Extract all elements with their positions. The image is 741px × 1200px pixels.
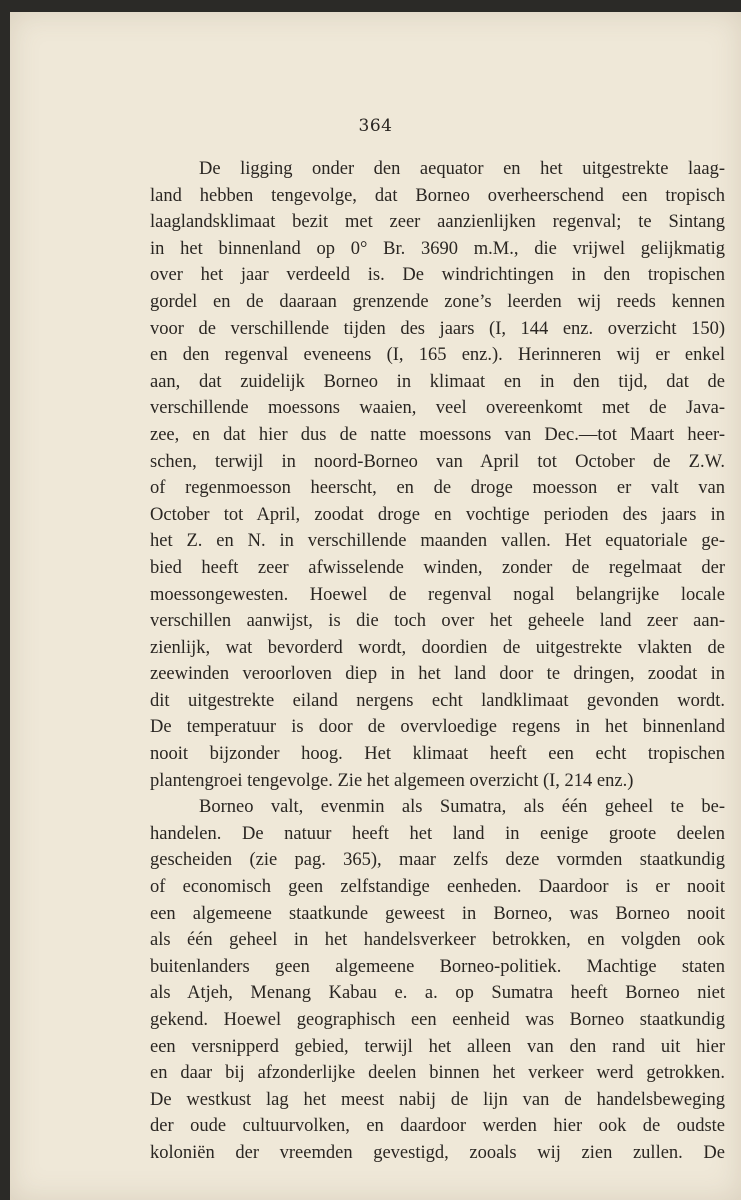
text-line: De westkust lag het meest nabij de lijn van de handelsbeweging: [150, 1089, 725, 1110]
page-number: 364: [358, 116, 393, 136]
text-line: als Atjeh, Menang Kabau e. a. op Sumatra heeft Borneo niet: [150, 983, 725, 1004]
text-line: plantengroei tengevolge. Zie het algemeen overzicht (I, 214 enz.): [150, 770, 634, 791]
text-line: aan, dat zuidelijk Borneo in klimaat en in den tijd, dat de: [150, 371, 725, 392]
text-line: voor de verschillende tijden des jaars (I, 144 enz. overzicht 150): [150, 318, 725, 339]
text-line: land hebben tengevolge, dat Borneo overheerschend een tropisch: [150, 185, 725, 206]
text-line: zienlijk, wat bevorderd wordt, doordien de uitgestrekte vlakten de: [150, 637, 725, 658]
text-line: verschillen aanwijst, is die toch over het geheele land zeer aan-: [150, 611, 725, 632]
text-line: De temperatuur is door de overvloedige regens in het binnenland: [150, 717, 725, 738]
text-line: en den regenval eveneens (I, 165 enz.). Herinneren wij er enkel: [150, 345, 725, 366]
text-line: buitenlanders geen algemeene Borneo-politiek. Machtige staten: [150, 956, 725, 977]
text-line: der oude cultuurvolken, en daardoor werden hier ook de oudste: [150, 1116, 725, 1137]
text-line: verschillende moessons waaien, veel overeenkomt met de Java-: [150, 398, 725, 419]
text-line: en daar bij afzonderlijke deelen binnen het verkeer werd getrokken.: [150, 1063, 725, 1084]
text-line: zee, en dat hier dus de natte moessons van Dec.—tot Maart heer-: [150, 424, 725, 445]
book-page: [10, 12, 741, 1200]
body-text: [150, 156, 725, 1167]
text-line: Borneo valt, evenmin als Sumatra, als één geheel te be-: [199, 797, 725, 818]
text-line: of economisch geen zelfstandige eenheden. Daardoor is er nooit: [150, 877, 725, 898]
text-line: laaglandsklimaat bezit met zeer aanzienlijken regenval; te Sintang: [150, 212, 725, 233]
text-line: als één geheel in het handelsverkeer betrokken, en volgden ook: [150, 930, 725, 951]
text-line: in het binnenland op 0° Br. 3690 m.M., die vrijwel gelijkmatig: [150, 238, 725, 259]
text-line: gordel en de daaraan grenzende zone’s leerden wij reeds kennen: [150, 291, 725, 312]
text-line: nooit bijzonder hoog. Het klimaat heeft een echt tropischen: [150, 744, 725, 765]
text-line: over het jaar verdeeld is. De windrichtingen in den tropischen: [150, 265, 725, 286]
text-line: bied heeft zeer afwisselende winden, zonder de regelmaat der: [150, 557, 725, 578]
text-line: schen, terwijl in noord-Borneo van April tot October de Z.W.: [150, 451, 725, 472]
text-line: het Z. en N. in verschillende maanden vallen. Het equatoriale ge-: [150, 531, 725, 552]
text-line: koloniën der vreemden gevestigd, zooals wij zien zullen. De: [150, 1142, 725, 1163]
text-line: moessongewesten. Hoewel de regenval nogal belangrijke locale: [150, 584, 725, 605]
text-line: De ligging onder den aequator en het uitgestrekte laag-: [199, 159, 725, 179]
text-line: een algemeene staatkunde geweest in Borneo, was Borneo nooit: [150, 903, 725, 924]
text-line: dit uitgestrekte eiland nergens echt landklimaat gevonden wordt.: [150, 690, 725, 711]
text-line: gekend. Hoewel geographisch een eenheid was Borneo staatkundig: [150, 1010, 725, 1030]
text-line: handelen. De natuur heeft het land in eenige groote deelen: [150, 823, 725, 844]
text-line: of regenmoesson heerscht, en de droge moesson er valt van: [150, 478, 725, 499]
text-line: een versnipperd gebied, terwijl het alleen van den rand uit hier: [150, 1036, 725, 1057]
text-line: gescheiden (zie pag. 365), maar zelfs deze vormden staatkundig: [150, 850, 725, 871]
text-line: zeewinden veroorloven diep in het land door te dringen, zoodat in: [150, 664, 725, 685]
text-line: October tot April, zoodat droge en vochtige perioden des jaars in: [150, 504, 725, 525]
